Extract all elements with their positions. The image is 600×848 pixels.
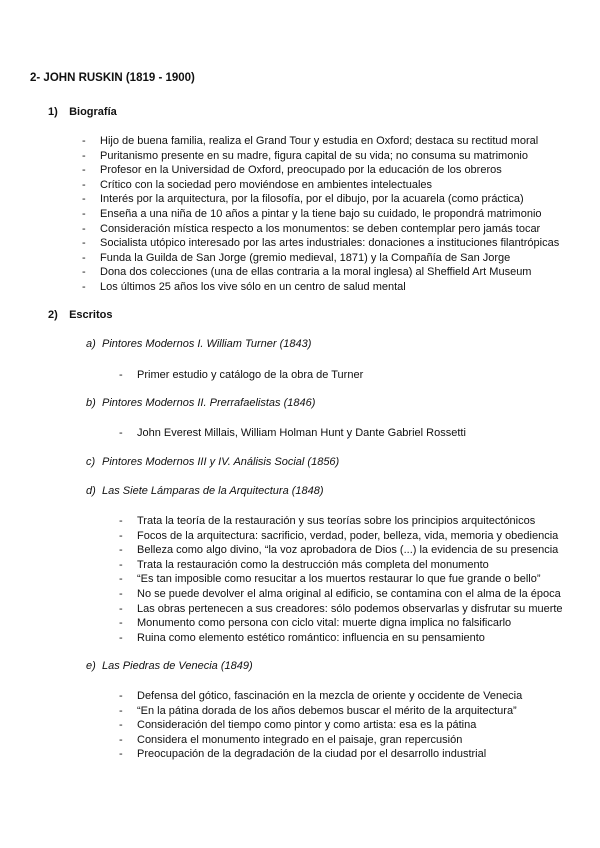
list-item: - Socialista utópico interesado por las artes industriales: donaciones a instituciones filantrópicas [82,237,560,250]
list-item: - Dona dos colecciones (una de ellas contraria a la moral inglesa) al Sheffield Art Museum [82,266,532,279]
list-item: - Funda la Guilda de San Jorge (gremio medieval, 1871) y la Compañía de San Jorge [82,251,511,264]
list-item: - Ruina como elemento estético romántico: influencia en su pensamiento [119,631,485,644]
list-item: - No se puede devolver el alma original al edificio, se contamina con el alma de la época [119,587,561,600]
subsection-heading-a: a) Pintores Modernos I. William Turner (1843) [86,338,312,350]
list-item: - “En la pátina dorada de los años debemos buscar el mérito de la arquitectura” [119,704,517,717]
subsection-heading-b: b) Pintores Modernos II. Prerrafaelistas (1846) [86,397,316,409]
subsection-heading-e: e) Las Piedras de Venecia (1849) [86,660,253,672]
list-item: - Defensa del gótico, fascinación en la mezcla de oriente y occidente de Venecia [119,690,523,702]
list-item: - John Everest Millais, William Holman Hunt y Dante Gabriel Rossetti [119,427,466,439]
list-item: - Trata la teoría de la restauración y sus teorías sobre los principios arquitectónicos [119,515,536,527]
list-item: - Belleza como algo divino, “la voz aprobadora de Dios (...) la evidencia de su presencia [119,544,559,557]
section-number: 2) [48,309,58,321]
list-item: - Consideración mística respecto a los monumentos: se deben contemplar pero jamás tocar [82,222,541,235]
subsection-heading-d: d) Las Siete Lámparas de la Arquitectura (1848) [86,485,324,497]
biografia-list [82,134,560,295]
document-title: 2- JOHN RUSKIN (1819 - 1900) [30,72,195,84]
list-item: - Crítico con la sociedad pero moviéndose en ambientes intelectuales [82,178,433,191]
section-label: Escritos [69,309,113,321]
list-item: - Consideración del tiempo como pintor y como artista: esa es la pátina [119,719,477,732]
list-item: - Monumento como persona con ciclo vital: muerte digna implica no falsificarlo [119,617,512,630]
list-item: - Considera el monumento integrado en el paisaje, gran repercusión [119,733,463,746]
subsection-a-list [119,368,364,383]
list-item: - “Es tan imposible como resucitar a los muertos restaurar lo que fue grande o bello” [119,573,541,586]
section-label: Biografía [69,106,117,118]
section-number: 1) [48,106,58,118]
list-item: - Trata la restauración como la destrucción más completa del monumento [119,558,489,571]
list-item: - Profesor en la Universidad de Oxford, preocupado por la educación de los obreros [82,164,502,177]
subsection-b-list [119,426,466,441]
subsection-e-list [119,689,523,762]
list-item: - Focos de la arquitectura: sacrificio, verdad, poder, belleza, vida, memoria y obediencia [119,529,559,542]
list-item: - Los últimos 25 años los vive sólo en un centro de salud mental [82,280,406,293]
section-heading-escritos [48,309,112,321]
section-heading-biografia [48,106,117,118]
list-item: - Preocupación de la degradación de la ciudad por el desarrollo industrial [119,748,487,761]
list-item: - Enseña a una niña de 10 años a pintar y la tiene bajo su cuidado, le propondrá matrimonio [82,207,542,220]
list-item: - Puritanismo presente en su madre, figura capital de su vida; no consuma su matrimonio [82,149,528,162]
subsection-heading-c: c) Pintores Modernos III y IV. Análisis Social (1856) [86,456,340,468]
list-item: - Hijo de buena familia, realiza el Grand Tour y estudia en Oxford; destaca su rectitud moral [82,135,539,147]
list-item: - Interés por la arquitectura, por la filosofía, por el dibujo, por la acuarela (como práctica) [82,193,524,206]
list-item: - Primer estudio y catálogo de la obra de Turner [119,369,364,381]
subsection-d-list [119,514,563,645]
list-item: - Las obras pertenecen a sus creadores: sólo podemos observarlas y disfrutar su muerte [119,602,563,615]
